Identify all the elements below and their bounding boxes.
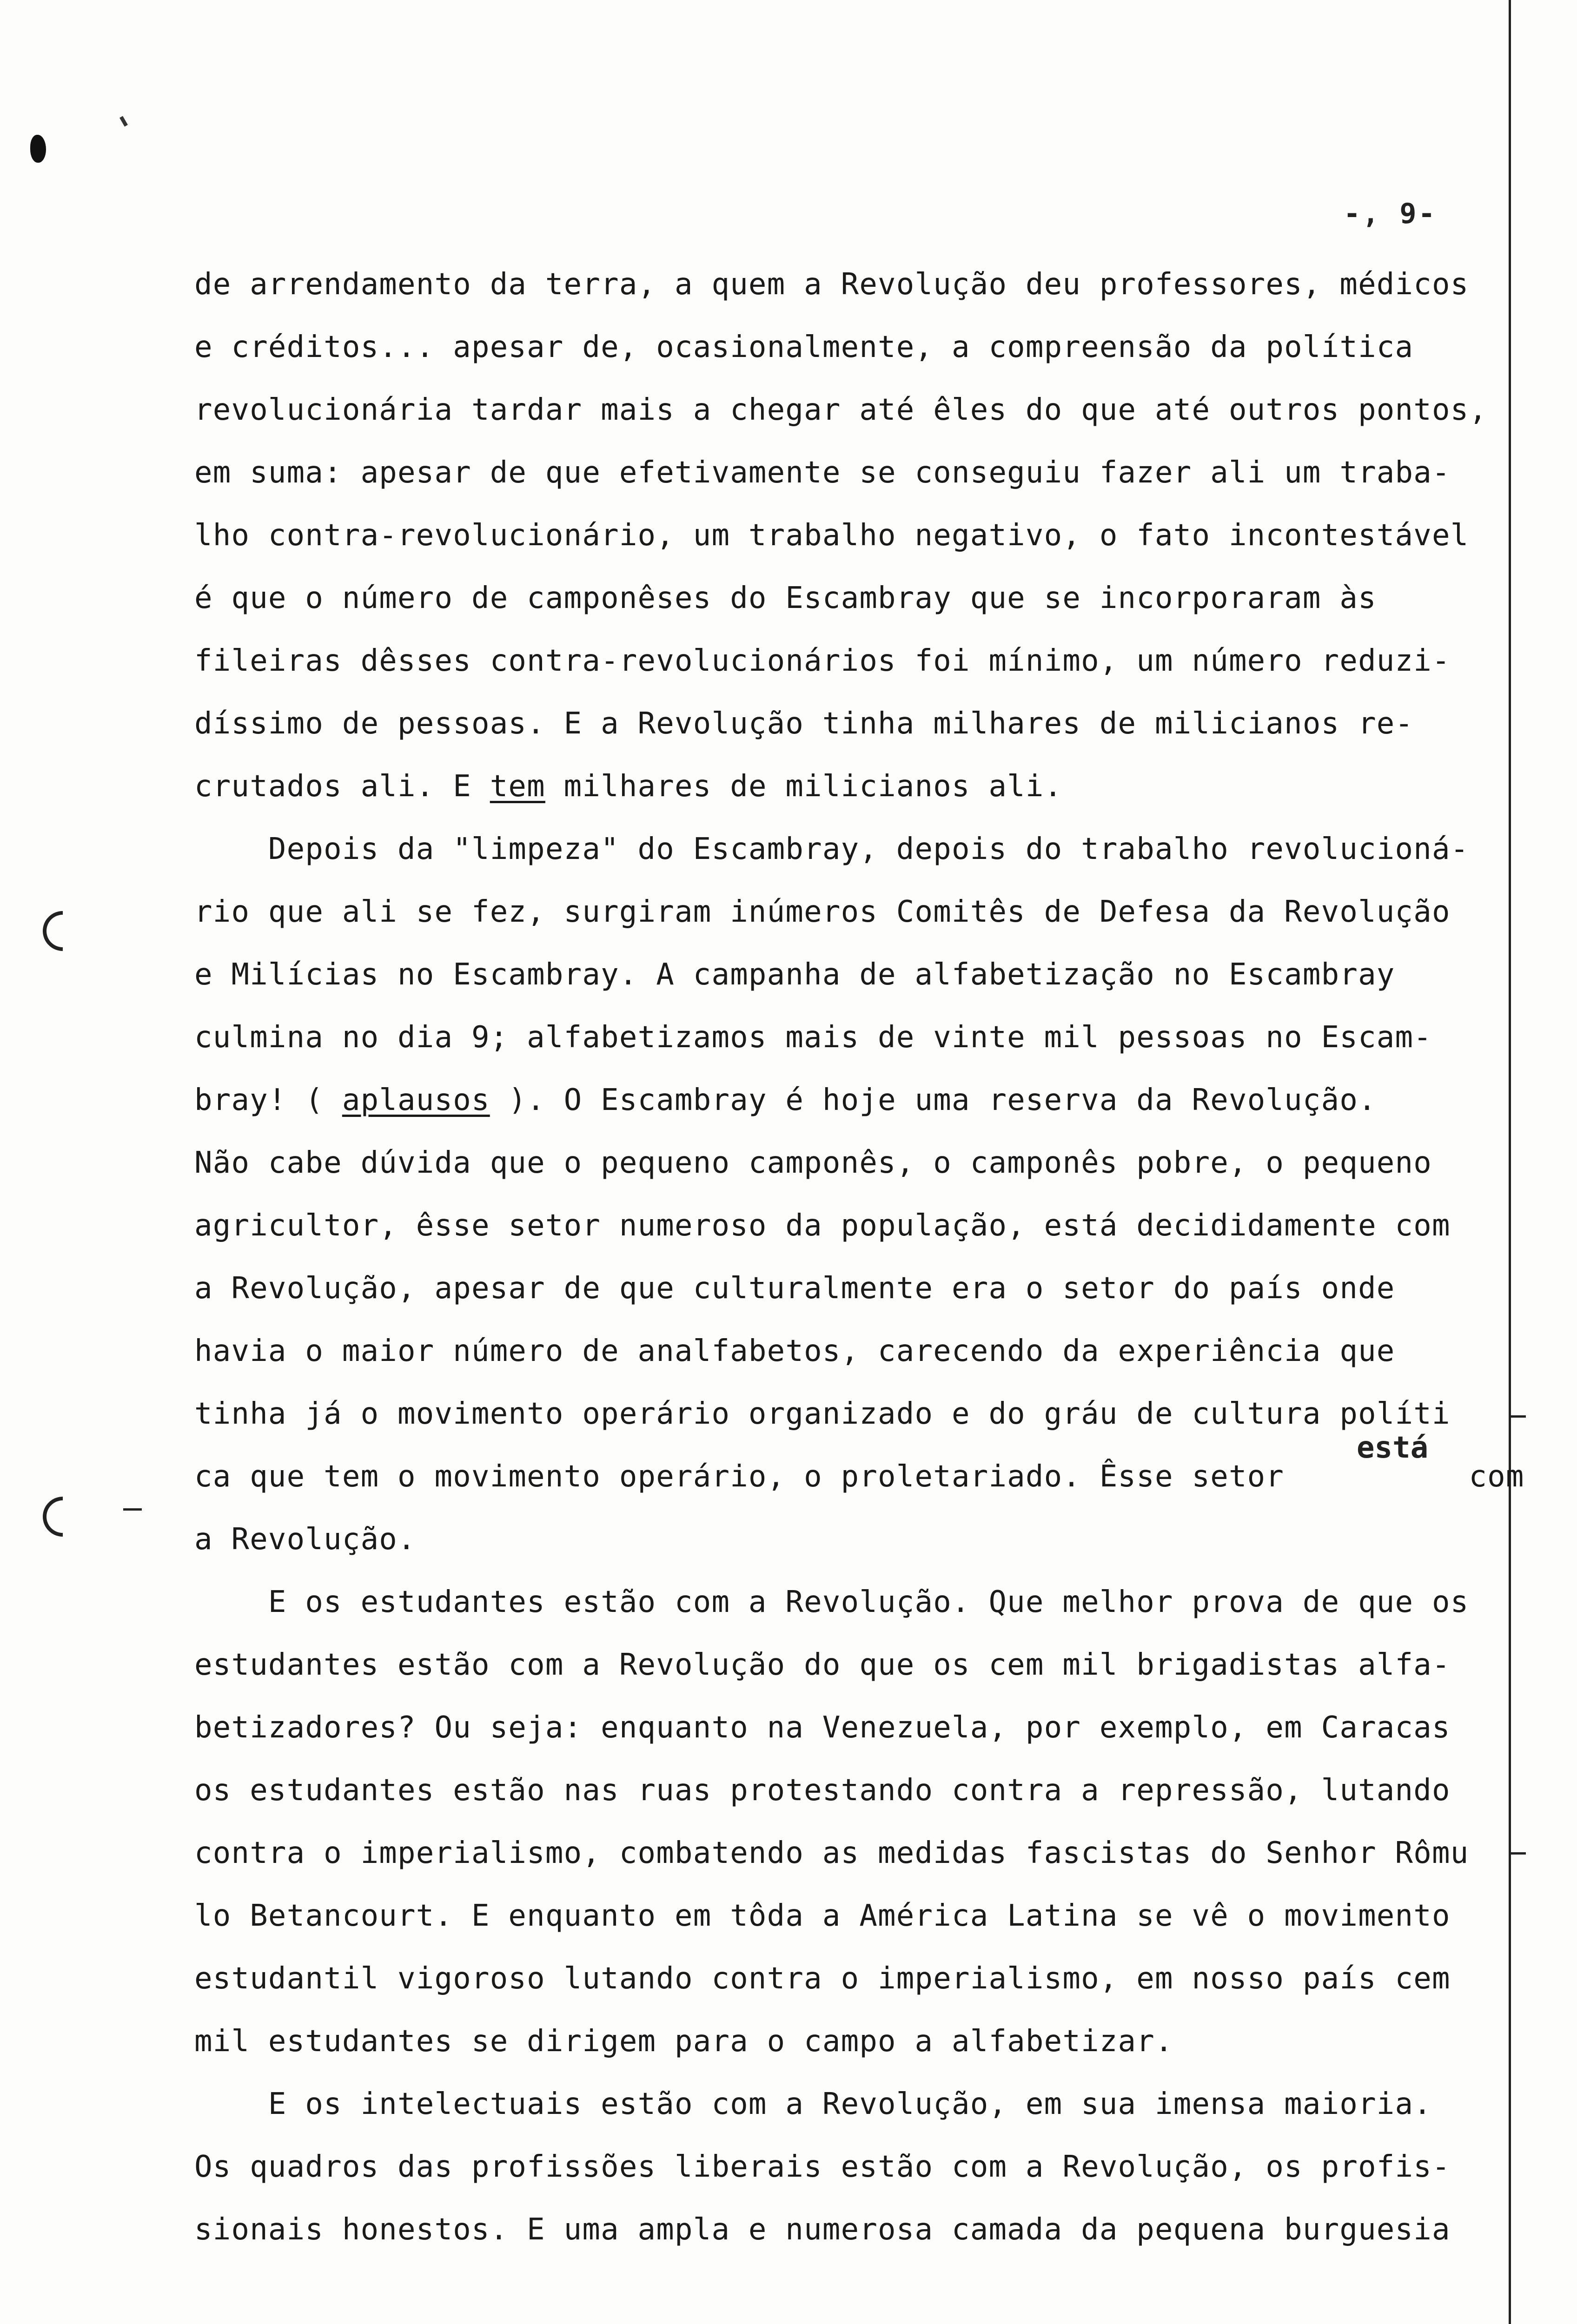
text-line: rio que ali se fez, surgiram inúmeros Comitês de Defesa da Revolução — [194, 895, 1451, 929]
ink-spot — [30, 135, 46, 163]
text-segment: ). O Escambray é hoje uma reserva da Revolução. — [490, 1083, 1377, 1117]
text-segment: crutados ali. E — [194, 769, 490, 804]
text-line: agricultor, êsse setor numeroso da população, está decididamente com — [194, 1208, 1451, 1243]
text-line — [194, 755, 1510, 818]
text-segment: milhares de milicianos ali. — [545, 769, 1063, 804]
text-line: tinha já o movimento operário organizado e do gráu de cultura políti — [194, 1397, 1451, 1431]
text-line: é que o número de camponêses do Escambray que se incorporaram às — [194, 581, 1377, 615]
text-line: díssimo de pessoas. E a Revolução tinha milhares de milicianos re- — [194, 706, 1414, 741]
text-segment: bray! ( — [194, 1083, 342, 1117]
text-line: os estudantes estão nas ruas protestando contra a repressão, lutando — [194, 1773, 1451, 1808]
text-line: betizadores? Ou seja: enquanto na Venezuela, por exemplo, em Caracas — [194, 1710, 1451, 1745]
text-line: E os intelectuais estão com a Revolução, em sua imensa maioria. — [194, 2087, 1432, 2121]
text-line: a Revolução, apesar de que culturalmente era o setor do país onde — [194, 1271, 1395, 1306]
text-line: fileiras dêsses contra-revolucionários foi mínimo, um número reduzi- — [194, 644, 1451, 678]
text-line: estudantes estão com a Revolução do que os cem mil brigadistas alfa- — [194, 1648, 1451, 1682]
page-number: -, 9- — [1344, 198, 1437, 230]
text-line: estudantil vigoroso lutando contra o imperialismo, em nosso país cem — [194, 1961, 1451, 1996]
margin-tick-right-2 — [1511, 1852, 1526, 1855]
margin-tick-left — [123, 1508, 142, 1511]
text-line: havia o maior número de analfabetos, carecendo da experiência que — [194, 1334, 1395, 1368]
margin-tick-right-1 — [1511, 1415, 1526, 1418]
underlined-word: aplausos — [342, 1083, 490, 1117]
underlined-word: tem — [490, 769, 545, 804]
text-line: sionais honestos. E uma ampla e numerosa camada da pequena burguesia — [194, 2212, 1451, 2247]
text-line — [194, 1069, 1510, 1132]
text-line: e Milícias no Escambray. A campanha de alfabetização no Escambray — [194, 957, 1395, 992]
punch-hole-lower — [34, 1488, 91, 1545]
text-line: Não cabe dúvida que o pequeno camponês, o camponês pobre, o pequeno — [194, 1146, 1432, 1180]
interline-insert: está — [1357, 1431, 1429, 1465]
text-line: Os quadros das profissões liberais estão com a Revolução, os profis- — [194, 2150, 1451, 2184]
text-line: de arrendamento da terra, a quem a Revolução deu professores, médicos — [194, 267, 1469, 302]
typed-text — [194, 253, 1524, 2261]
text-line: em suma: apesar de que efetivamente se conseguiu fazer ali um traba- — [194, 456, 1451, 490]
text-line: Depois da "limpeza" do Escambray, depois do trabalho revolucioná- — [194, 832, 1469, 866]
text-line: a Revolução. — [194, 1522, 416, 1557]
text-line: lho contra-revolucionário, um trabalho negativo, o fato incontestável — [194, 518, 1469, 553]
text-line: lo Betancourt. E enquanto em tôda a América Latina se vê o movimento — [194, 1899, 1451, 1933]
text-line: culmina no dia 9; alfabetizamos mais de vinte mil pessoas no Escam- — [194, 1020, 1432, 1055]
text-line: mil estudantes se dirigem para o campo a alfabetizar. — [194, 2024, 1173, 2059]
text-line: revolucionária tardar mais a chegar até êles do que até outros pontos, — [194, 393, 1488, 427]
text-line: e créditos... apesar de, ocasionalmente, a compreensão da política — [194, 330, 1414, 364]
punch-hole-upper — [34, 903, 91, 959]
text-line: E os estudantes estão com a Revolução. Que melhor prova de que os — [194, 1585, 1469, 1619]
stray-mark — [119, 116, 128, 126]
text-line: contra o imperialismo, combatendo as medidas fascistas do Senhor Rômu — [194, 1836, 1469, 1870]
text-line: ca que tem o movimento operário, o proletariado. Êsse setor com — [194, 1459, 1524, 1494]
